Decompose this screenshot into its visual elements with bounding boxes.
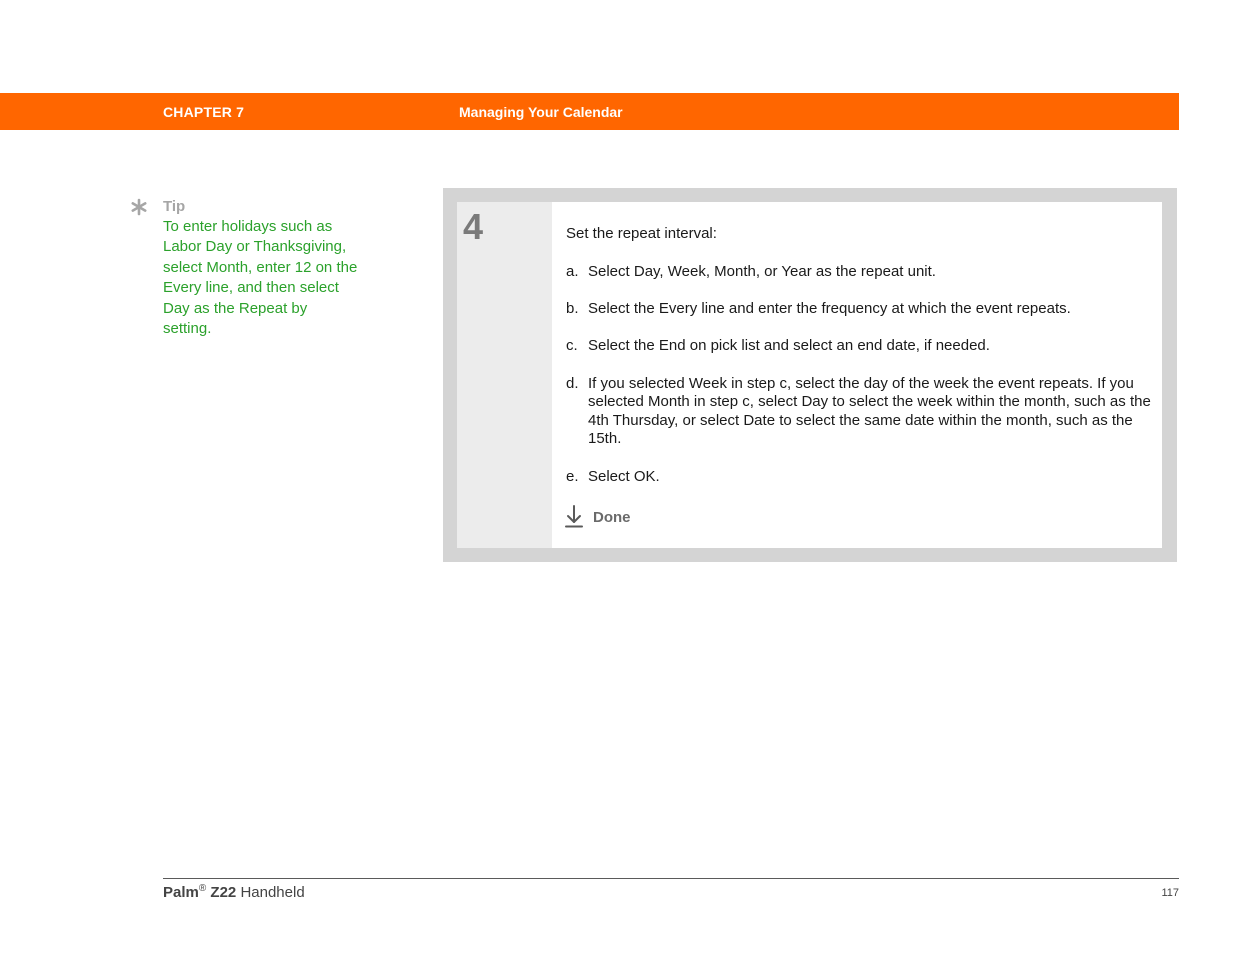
substep-text: If you selected Week in step c, select the day of the week the event repeats. If you selected Month in step c, select Day to select the week within the month, such as the 4th Thursday, or select Date to select the same date within the month, such as the 15th. bbox=[588, 374, 1151, 448]
substep-item bbox=[566, 468, 1152, 487]
footer-divider bbox=[163, 878, 1179, 879]
registered-mark: ® bbox=[198, 883, 207, 894]
step-number-column bbox=[457, 202, 552, 548]
brand-name: Palm bbox=[163, 884, 199, 901]
substep-text: Select OK. bbox=[588, 467, 660, 485]
substep-item bbox=[566, 375, 1152, 449]
model-name: Z22 bbox=[210, 884, 237, 901]
substep-item bbox=[566, 300, 1152, 319]
chapter-title: Managing Your Calendar bbox=[459, 104, 623, 120]
step-number: 4 bbox=[463, 206, 484, 247]
substep-item bbox=[566, 337, 1152, 356]
substep-letter: d. bbox=[566, 374, 579, 392]
page-number: 117 bbox=[1161, 887, 1179, 899]
substep-text: Select Day, Week, Month, or Year as the repeat unit. bbox=[588, 263, 936, 280]
substep-text: Select the End on pick list and select an end date, if needed. bbox=[588, 337, 990, 355]
substep-letter: c. bbox=[566, 337, 578, 355]
tip-label: Tip bbox=[163, 198, 186, 215]
chapter-label: CHAPTER 7 bbox=[163, 104, 245, 120]
done-label: Done bbox=[593, 509, 631, 526]
substep-letter: a. bbox=[566, 263, 579, 280]
product-type: Handheld bbox=[240, 884, 305, 901]
down-arrow-icon bbox=[565, 505, 583, 529]
step-substeps-list bbox=[566, 263, 1152, 505]
substep-text: Select the Every line and enter the frequency at which the event repeats. bbox=[588, 300, 1071, 318]
step-intro: Set the repeat interval: bbox=[566, 225, 717, 242]
asterisk-icon bbox=[130, 198, 148, 216]
footer-product-name bbox=[163, 884, 305, 901]
tip-text: To enter holidays such as Labor Day or Thanksgiving, select Month, enter 12 on the Every line, and then select Day as the Repeat by setting. bbox=[163, 218, 358, 338]
substep-item bbox=[566, 263, 1152, 282]
substep-letter: e. bbox=[566, 467, 579, 485]
substep-letter: b. bbox=[566, 300, 579, 318]
